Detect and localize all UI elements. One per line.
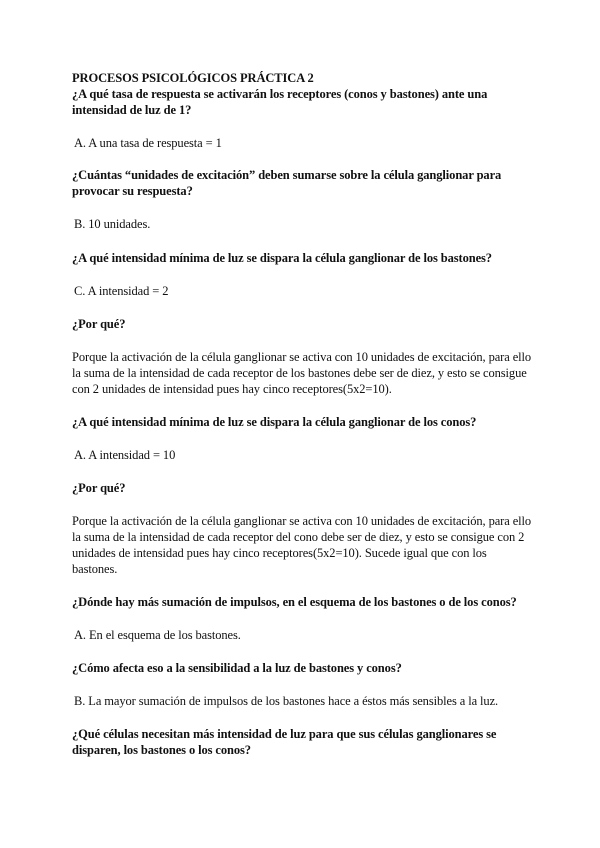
answer-3: C. A intensidad = 2 [74,284,169,298]
question-9: ¿Qué células necesitan más intensidad de luz para que sus células ganglionares se disparen, los bastones o los conos? [72,727,497,757]
answer-8: B. La mayor sumación de impulsos de los bastones hace a éstos más sensibles a la luz. [74,694,499,708]
answer-5: A. A intensidad = 10 [74,448,176,462]
question-6: ¿Por qué? [72,481,126,495]
answer-2: B. 10 unidades. [74,217,151,231]
question-7: ¿Dónde hay más sumación de impulsos, en el esquema de los bastones o de los conos? [72,595,517,609]
explanation-6: Porque la activación de la célula ganglionar se activa con 10 unidades de excitación, para ello la suma de la intensidad de cada receptor del cono debe ser de diez, y esto se consigue con 2 unidades de intensidad pues hay cinco receptores(5x2=10). Sucede igual que con los bastones. [72,514,532,576]
explanation-4: Porque la activación de la célula ganglionar se activa con 10 unidades de excitación, para ello la suma de la intensidad de cada receptor de los bastones debe ser de diez, y esto se consigue con 2 unidades de intensidad pues hay cinco receptores(5x2=10). [72,350,532,396]
question-3: ¿A qué intensidad mínima de luz se dispara la célula ganglionar de los bastones? [72,251,492,265]
document-body [72,70,532,758]
question-5: ¿A qué intensidad mínima de luz se dispara la célula ganglionar de los conos? [72,415,477,429]
question-1: ¿A qué tasa de respuesta se activarán los receptores (conos y bastones) ante una intensidad de luz de 1? [72,87,488,117]
answer-1: A. A una tasa de respuesta = 1 [74,136,222,150]
question-8: ¿Cómo afecta eso a la sensibilidad a la luz de bastones y conos? [72,661,402,675]
question-2: ¿Cuántas “unidades de excitación” deben sumarse sobre la célula ganglionar para provocar su respuesta? [72,168,502,198]
answer-7: A. En el esquema de los bastones. [74,628,241,642]
question-4: ¿Por qué? [72,317,126,331]
document-title: PROCESOS PSICOLÓGICOS PRÁCTICA 2 [72,71,314,85]
